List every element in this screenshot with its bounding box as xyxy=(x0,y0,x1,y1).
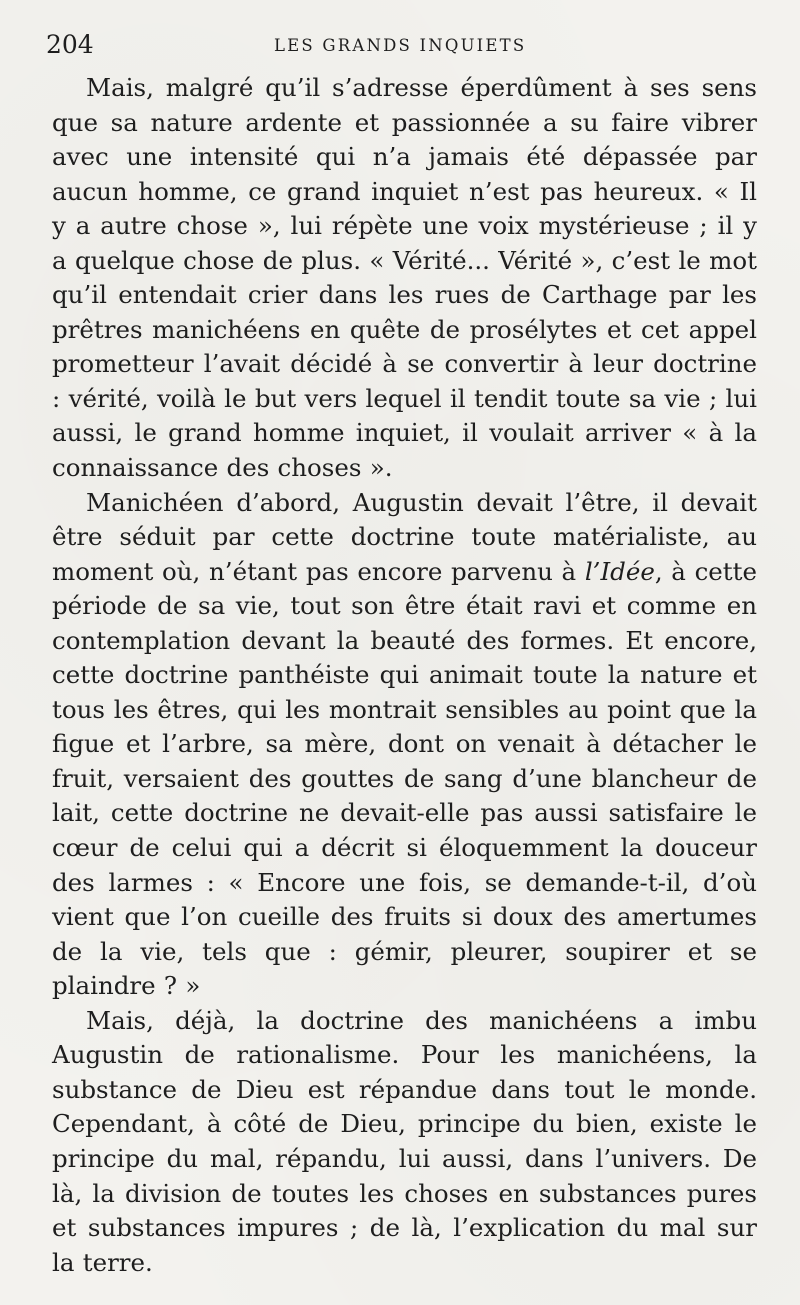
page-header xyxy=(46,30,756,70)
paragraph-2 xyxy=(52,486,757,1004)
paragraph-2-text-before: Manichéen d’abord, Augustin devait l’être, il devait être séduit par cette doctrine toute matérialiste, au moment où, n’étant pas encore parvenu à xyxy=(52,487,757,586)
body-text xyxy=(52,71,757,1280)
paragraph-2-text-after: , à cette période de sa vie, tout son être était ravi et comme en contemplation devant la beauté des formes. Et encore, cette doctrine panthéiste qui animait toute la nature et tous les êtres, qui les montrait sensibles au point que la figue et l’arbre, sa mère, dont on venait à détacher le fruit, versaient des gouttes de sang d’une blancheur de lait, cette doctrine ne devait-elle pas aussi satisfaire le cœur de celui qui a décrit si éloquemment la douceur des larmes : « Encore une fois, se demande-t-il, d’où vient que l’on cueille des fruits si doux des amertumes de la vie, tels que : gémir, pleurer, soupirer et se plaindre ? » xyxy=(52,556,757,1001)
running-head: LES GRANDS INQUIETS xyxy=(274,36,527,55)
paragraph-2-italic: l’Idée xyxy=(584,556,655,586)
page-number: 204 xyxy=(46,30,94,59)
paragraph-1: Mais, malgré qu’il s’adresse éperdûment à ses sens que sa nature ardente et passionnée a su faire vibrer avec une intensité qui n’a jamais été dépassée par aucun homme, ce grand inquiet n’est pas heureux. « Il y a autre chose », lui répète une voix mystérieuse ; il y a quelque chose de plus. « Vérité... Vérité », c’est le mot qu’il entendait crier dans les rues de Carthage par les prêtres manichéens en quête de prosélytes et cet appel prometteur l’avait décidé à se convertir à leur doctrine : vérité, voilà le but vers lequel il tendit toute sa vie ; lui aussi, le grand homme inquiet, il voulait arriver « à la connaissance des choses ». xyxy=(52,73,757,483)
paragraph-3: Mais, déjà, la doctrine des manichéens a imbu Augustin de rationalisme. Pour les manichéens, la substance de Dieu est répandue dans tout le monde. Cependant, à côté de Dieu, principe du bien, existe le principe du mal, répandu, lui aussi, dans l’univers. De là, la division de toutes les choses en substances pures et substances impures ; de là, l’explication du mal sur la terre. xyxy=(52,1005,757,1277)
